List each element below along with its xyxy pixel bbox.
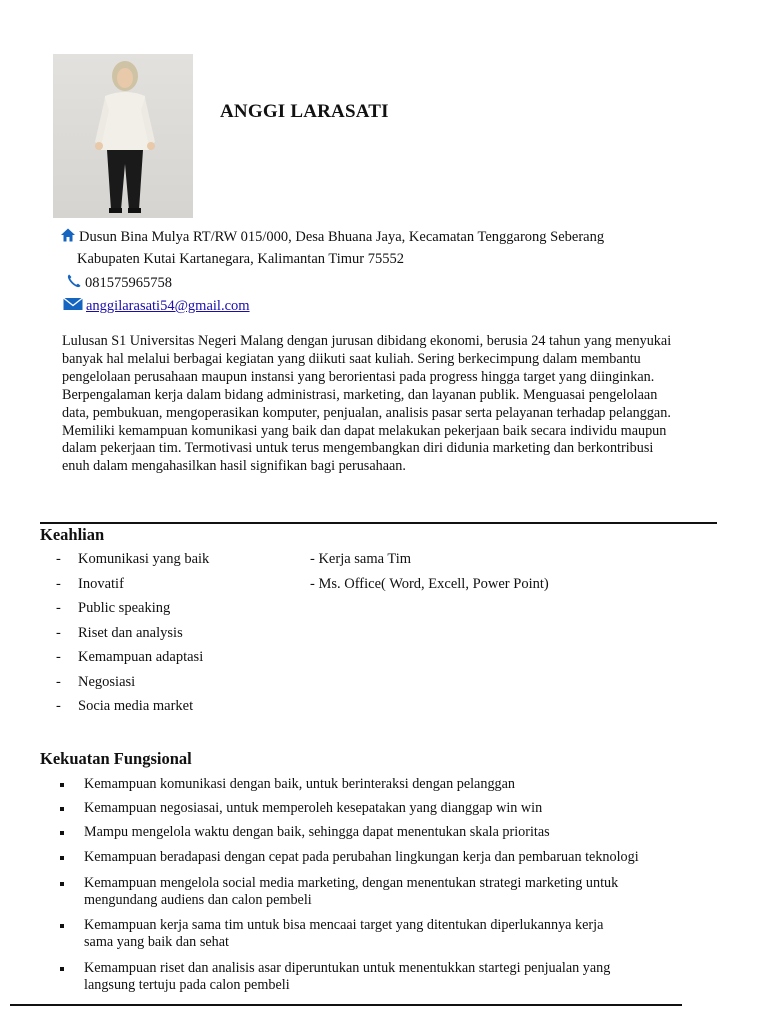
skill-label: Kemampuan adaptasi — [78, 649, 204, 665]
address-line-2: Kabupaten Kutai Kartanegara, Kalimantan Timur 75552 — [77, 251, 404, 267]
mail-icon — [63, 296, 83, 312]
address-row — [60, 227, 604, 246]
phone-number: 081575965758 — [85, 275, 172, 291]
strength-item — [60, 917, 620, 951]
skill-item — [56, 551, 209, 568]
skill-bullet: - — [56, 551, 61, 567]
skill-bullet: - — [56, 625, 61, 641]
skill-label: - Ms. Office( Word, Excell, Power Point) — [310, 576, 549, 592]
skill-label: Inovatif — [78, 576, 124, 592]
address-line-1: Dusun Bina Mulya RT/RW 015/000, Desa Bhuana Jaya, Kecamatan Tenggarong Seberang — [79, 229, 605, 245]
strength-text: Kemampuan mengelola social media marketing, dengan menentukan strategi marketing untuk mengundang audiens dan calon pembeli — [84, 875, 619, 908]
bullet-marker — [60, 807, 64, 811]
skill-label: Negosiasi — [78, 674, 136, 690]
skill-item — [56, 649, 203, 666]
skills-heading: Keahlian — [40, 525, 105, 544]
skill-bullet: - — [56, 576, 61, 592]
strength-item — [60, 776, 700, 793]
skill-item — [56, 576, 124, 593]
phone-row — [66, 273, 172, 292]
section-divider — [40, 522, 717, 524]
strength-item — [60, 849, 700, 866]
strength-text: Kemampuan kerja sama tim untuk bisa mencaai target yang ditentukan diperlukannya kerja sama yang baik dan sehat — [84, 917, 604, 950]
skill-item — [310, 551, 411, 568]
bullet-marker — [60, 924, 64, 928]
skill-bullet: - — [56, 674, 61, 690]
skill-bullet: - — [56, 698, 61, 714]
strength-text: Kemampuan riset dan analisis asar diperuntukan untuk menentukkan startegi penjualan yang langsung tertuju pada calon pembeli — [84, 960, 611, 993]
strength-text: Mampu mengelola waktu dengan baik, sehingga dapat menentukan skala prioritas — [84, 824, 550, 840]
summary-paragraph: Lulusan S1 Universitas Negeri Malang dengan jurusan dibidang ekonomi, berusia 24 tahun yang menyukai banyak hal melalui berbagai kegiatan yang diikuti saat kuliah. Sering berkecimpung dalam membantu pengelolaan perusahaan maupun instansi yang berorientasi pada progress hingga target yang diinginkan. Berpengalaman kerja dalam bidang administrasi, marketing, dan layanan publik. Menguasai pengelolaan data, pembukuan, mengoperasikan komputer, penjualan, analisis pasar serta pelayanan terhadap pelanggan. Memiliki kemampuan komunikasi yang baik dan dapat melakukan pekerjaan baik secara individu maupun dalam pekerjaan tim. Termotivasi untuk terus mengembangkan diri didunia marketing dan berkontribusi enuh dalam mengahasilkan hasil signifikan bagi perusahaan. — [62, 333, 672, 475]
strength-item — [60, 875, 620, 909]
bullet-marker — [60, 831, 64, 835]
bullet-marker — [60, 783, 64, 787]
strengths-heading: Kekuatan Fungsional — [40, 749, 192, 768]
strength-item — [60, 800, 700, 817]
skill-label: Riset dan analysis — [78, 625, 183, 641]
strength-text: Kemampuan komunikasi dengan baik, untuk berinteraksi dengan pelanggan — [84, 776, 516, 792]
bottom-divider — [10, 1004, 682, 1006]
skill-label: - Kerja sama Tim — [310, 551, 412, 567]
skill-label: Komunikasi yang baik — [78, 551, 210, 567]
email-row — [63, 296, 250, 315]
bullet-marker — [60, 856, 64, 860]
bullet-marker — [60, 967, 64, 971]
skill-item — [56, 600, 170, 617]
strength-text: Kemampuan beradapasi dengan cepat pada perubahan lingkungan kerja dan pembaruan teknologi — [84, 849, 639, 865]
skill-item — [56, 698, 193, 715]
strength-item — [60, 824, 700, 841]
home-icon — [60, 227, 76, 243]
skill-item — [56, 625, 183, 642]
strength-text: Kemampuan negosiasai, untuk memperoleh kesepatakan yang dianggap win win — [84, 800, 543, 816]
email-link[interactable]: anggilarasati54@gmail.com — [86, 298, 250, 314]
profile-photo — [53, 54, 193, 218]
bullet-marker — [60, 882, 64, 886]
skill-bullet: - — [56, 649, 61, 665]
profile-name: ANGGI LARASATI — [220, 101, 389, 122]
skill-item — [56, 674, 135, 691]
skill-label: Public speaking — [78, 600, 171, 616]
skill-item — [310, 576, 549, 593]
skill-bullet: - — [56, 600, 61, 616]
phone-icon — [66, 273, 82, 289]
strength-item — [60, 960, 620, 994]
skill-label: Socia media market — [78, 698, 194, 714]
